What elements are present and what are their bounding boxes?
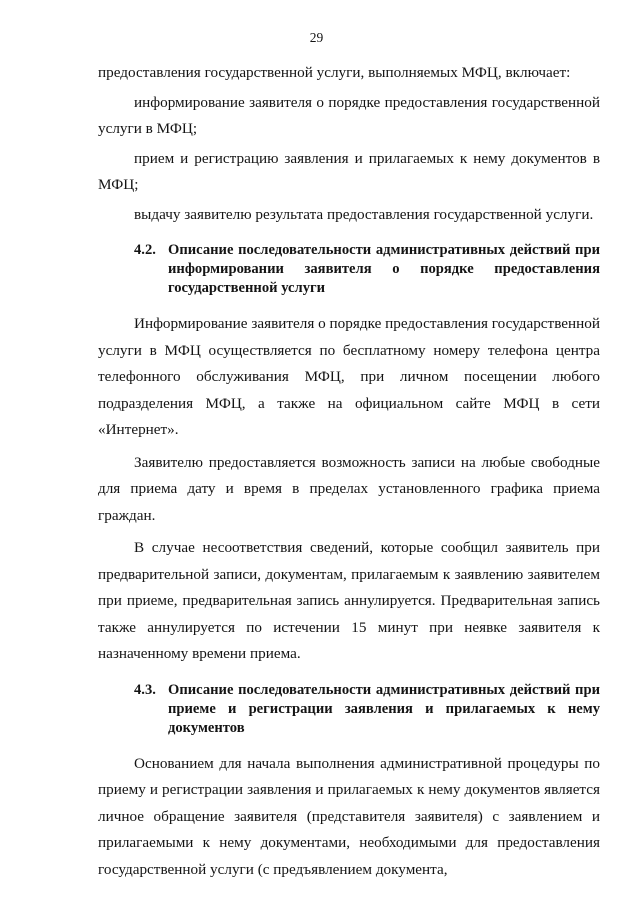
section-heading-4-3 (98, 681, 600, 738)
paragraph-appointment: Заявителю предоставляется возможность записи на любые свободные для приема дату и время в пределах установленного графика приема граждан. (98, 453, 600, 524)
section-number: 4.2. (134, 242, 156, 258)
paragraph-informing-channels: Информирование заявителя о порядке предоставления государственной услуги в МФЦ осуществляется по бесплатному номеру телефона центра телефонного обслуживания МФЦ, при личном посещении любого подразделения МФЦ, а также на официальном сайте МФЦ в сети «Интернет». (98, 315, 600, 438)
list-item-informing: информирование заявителя о порядке предоставления государственной услуги в МФЦ; (98, 93, 600, 137)
list-item-reception: прием и регистрацию заявления и прилагаемых к нему документов в МФЦ; (98, 149, 600, 193)
paragraph-procedure-basis: Основанием для начала выполнения административной процедуры по приему и регистрации заявления и прилагаемых к нему документов является личное обращение заявителя (представителя заявителя) с заявлением и прилагаемыми к нему документами, необходимыми для предоставления государственной услуги (с предъявлением документа, (98, 754, 600, 878)
section-title: Описание последовательности административных действий при приеме и регистрации заявления и прилагаемых к нему документов (168, 681, 600, 736)
section-title: Описание последовательности административных действий при информировании заявителя о порядке предоставления государственной услуги (168, 242, 600, 296)
paragraph-cancellation: В случае несоответствия сведений, которые сообщил заявитель при предварительной записи, документам, прилагаемым к заявлению заявителем при приеме, предварительная запись аннулируется. Предварительная запись также аннулируется по истечении 15 минут при неявке заявителя к назначенному времени приема. (98, 539, 600, 662)
section-number: 4.3. (134, 681, 156, 698)
page-number: 29 (309, 30, 324, 45)
paragraph-intro-continuation: предоставления государственной услуги, выполняемых МФЦ, включает: (98, 64, 571, 81)
section-heading-4-2 (98, 241, 600, 298)
page-body (98, 60, 600, 883)
list-item-issuance: выдачу заявителю результата предоставления государственной услуги. (134, 205, 594, 223)
